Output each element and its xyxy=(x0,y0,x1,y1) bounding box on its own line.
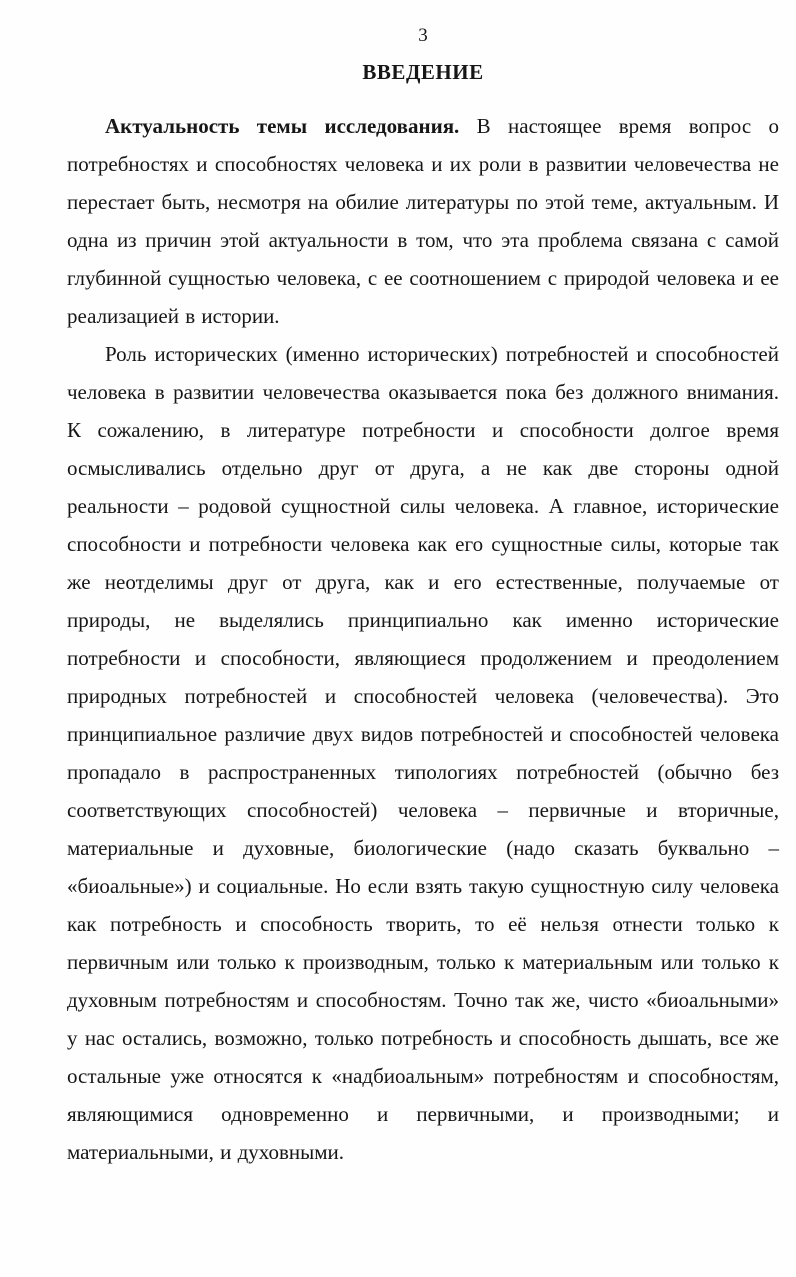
body-text xyxy=(67,107,779,1171)
paragraph-lead: Актуальность темы исследования. xyxy=(105,114,477,138)
paragraph: Роль исторических (именно исторических) потребностей и способностей человека в развитии человечества оказывается пока без должного внимания. К сожалению, в литературе потребности и способности долгое время осмысливались отдельно друг от друга, а не как две стороны одной реальности – родовой сущностной силы человека. А главное, исторические способности и потребности человека как его сущностные силы, которые так же неотделимы друг от друга, как и его естественные, получаемые от природы, не выделялись принципиально как именно исторические потребности и способности, являющиеся продолжением и преодолением природных потребностей и способностей человека (человечества). Это принципиальное различие двух видов потребностей и способностей человека пропадало в распространенных типологиях потребностей (обычно без соответствующих способностей) человека – первичные и вторичные, материальные и духовные, биологические (надо сказать буквально – «биоальные») и социальные. Но если взять такую сущностную силу человека как потребность и способность творить, то её нельзя отнести только к первичным или только к производным, только к материальным или только к духовным потребностям и способностям. Точно так же, чисто «биоальными» у нас остались, возможно, только потребность и способность дышать, все же остальные уже относятся к «надбиоальным» потребностям и способностям, являющимися одновременно и первичными, и производными; и материальными, и духовными. xyxy=(67,342,779,1164)
paragraph: Актуальность темы исследования. В настоящее время вопрос о потребностях и способностях человека и их роли в развитии человечества не перестает быть, несмотря на обилие литературы по этой теме, актуальным. И одна из причин этой актуальности в том, что эта проблема связана с самой глубинной сущностью человека, с ее соотношением с природой человека и ее реализацией в истории. xyxy=(67,114,779,328)
section-heading: ВВЕДЕНИЕ xyxy=(362,60,484,84)
page-number: 3 xyxy=(418,25,428,46)
